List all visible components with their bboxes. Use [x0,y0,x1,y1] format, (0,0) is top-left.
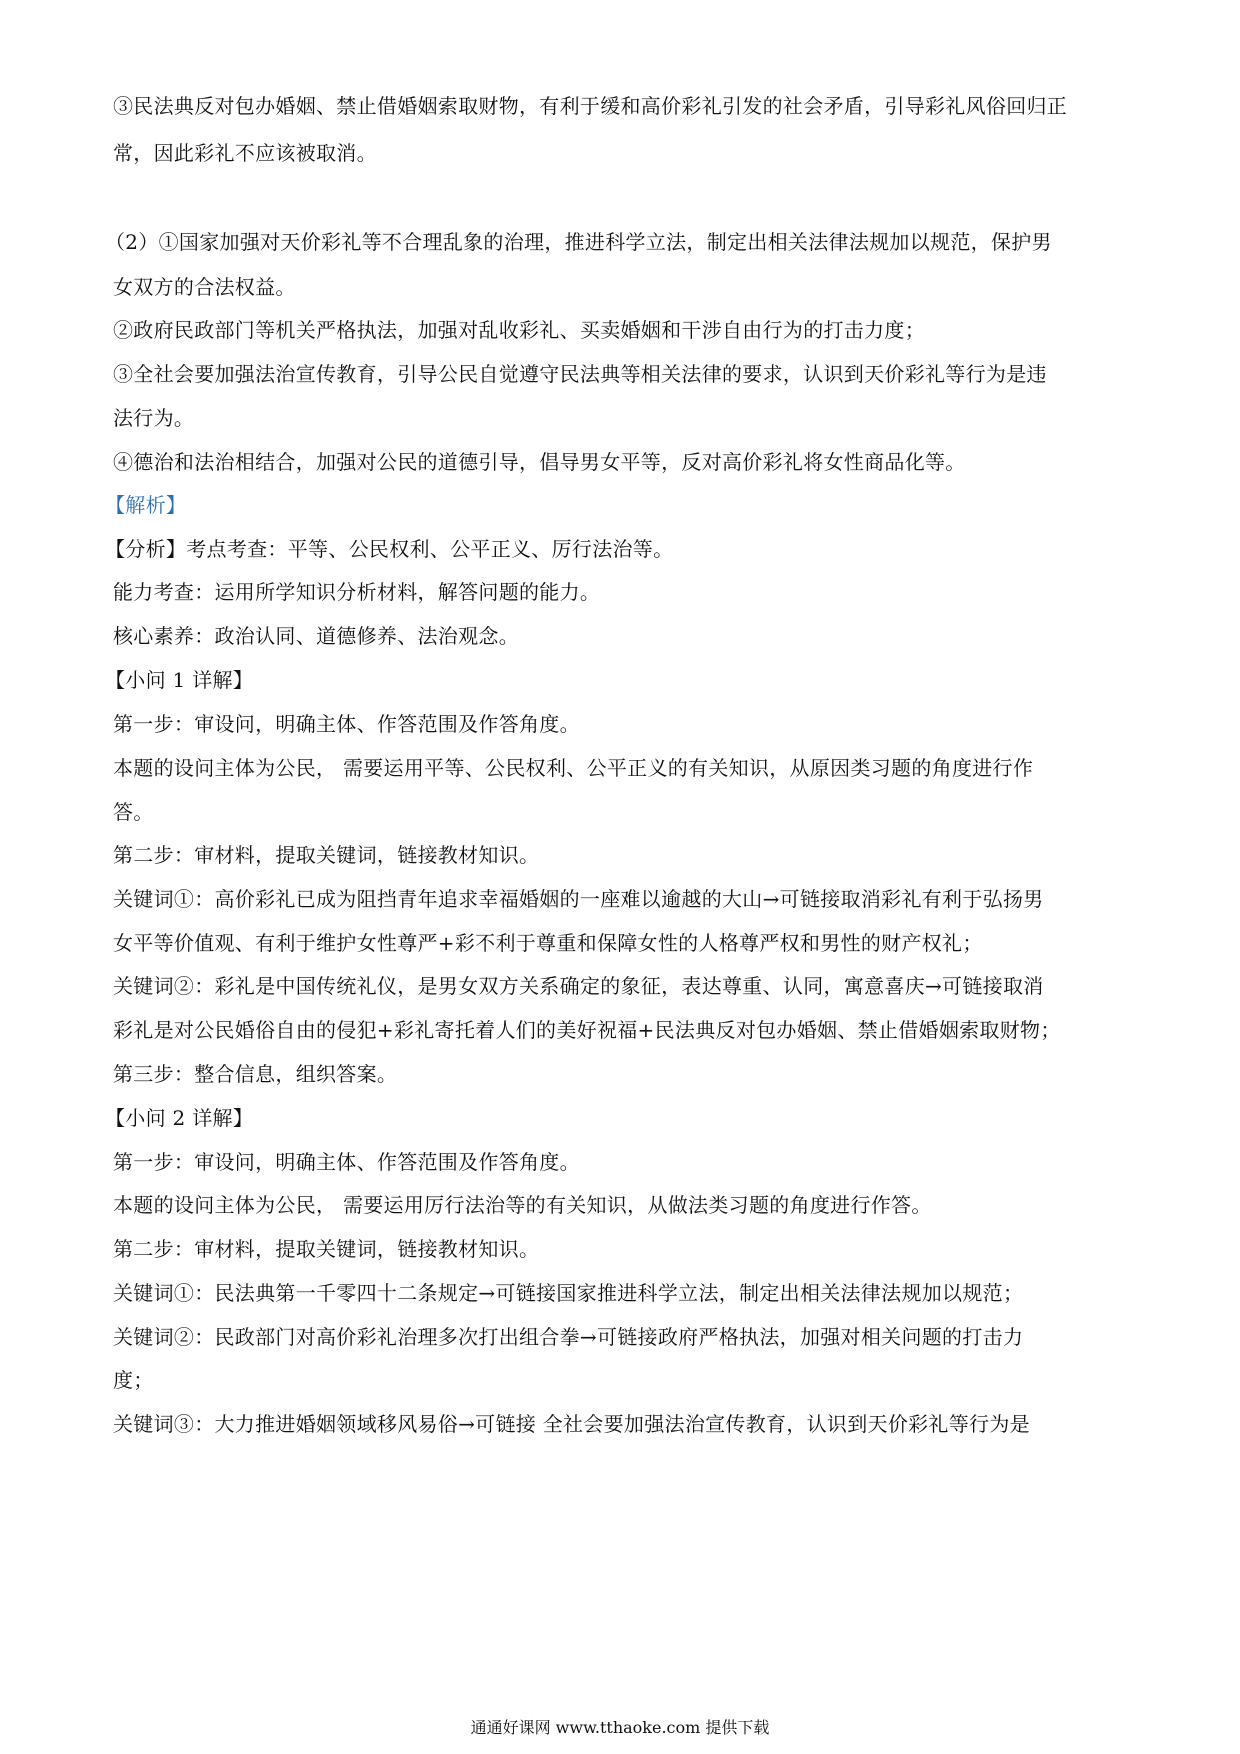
subquestion-1-keyword-1: 关键词①：高价彩礼已成为阻挡青年追求幸福婚姻的一座难以逾越的大山→可链接取消彩礼有利于弘扬男 [113,887,1044,911]
analysis-focus: 【分析】考点考查：平等、公民权利、公平正义、厉行法治等。 [105,537,674,561]
subquestion-1-step-2: 第二步：审材料，提取关键词，链接教材知识。 [113,843,540,867]
subquestion-2-step-2: 第二步：审材料，提取关键词，链接教材知识。 [113,1237,540,1261]
subquestion-2-keyword-2: 关键词②：民政部门对高价彩礼治理多次打出组合拳→可链接政府严格执法，加强对相关问题的打击力 [113,1325,1024,1349]
answer-line-2-3: ③全社会要加强法治宣传教育，引导公民自觉遵守民法典等相关法律的要求，认识到天价彩礼等行为是违 [113,362,1047,386]
subquestion-2-subject: 本题的设问主体为公民， 需要运用厉行法治等的有关知识，从做法类习题的角度进行作答。 [113,1193,932,1217]
answer-line-2-3-cont: 法行为。 [113,406,195,430]
subquestion-1-keyword-2: 关键词②：彩礼是中国传统礼仪，是男女双方关系确定的象征，表达尊重、认同，寓意喜庆→可链接取消 [113,974,1044,998]
subquestion-1-subject-cont: 答。 [113,800,154,824]
subquestion-1-step-3: 第三步：整合信息，组织答案。 [113,1062,398,1086]
footer-source: 通通好课网 www.tthaoke.com 提供下载 [470,1718,770,1737]
answer-line-2-1: （2）①国家加强对天价彩礼等不合理乱象的治理，推进科学立法，制定出相关法律法规加以规范，保护男 [105,230,1052,254]
analysis-literacy: 核心素养：政治认同、道德修养、法治观念。 [113,624,519,648]
answer-line-2-4: ④德治和法治相结合，加强对公民的道德引导，倡导男女平等，反对高价彩礼将女性商品化等。 [113,450,966,474]
subquestion-1-step-1: 第一步：审设问，明确主体、作答范围及作答角度。 [113,712,580,736]
subquestion-1-keyword-1-cont: 女平等价值观、有利于维护女性尊严+彩不利于尊重和保障女性的人格尊严权和男性的财产权礼； [113,931,983,955]
subquestion-1-heading: 【小问 1 详解】 [105,668,254,692]
subquestion-2-heading: 【小问 2 详解】 [105,1106,254,1130]
analysis-ability: 能力考查：运用所学知识分析材料，解答问题的能力。 [113,580,601,604]
subquestion-1-subject: 本题的设问主体为公民， 需要运用平等、公民权利、公平正义的有关知识，从原因类习题的角度进行作 [113,756,1034,780]
answer-line-1-3: ③民法典反对包办婚姻、禁止借婚姻索取财物，有利于缓和高价彩礼引发的社会矛盾，引导彩礼风俗回归正 [113,94,1068,118]
subquestion-2-step-1: 第一步：审设问，明确主体、作答范围及作答角度。 [113,1150,580,1174]
subquestion-2-keyword-1: 关键词①：民法典第一千零四十二条规定→可链接国家推进科学立法，制定出相关法律法规加以规范； [113,1281,1024,1305]
subquestion-2-keyword-3: 关键词③：大力推进婚姻领域移风易俗→可链接 全社会要加强法治宣传教育，认识到天价彩礼等行为是 [113,1412,1030,1436]
analysis-heading: 【解析】 [105,493,187,517]
subquestion-1-keyword-2-cont: 彩礼是对公民婚俗自由的侵犯+彩礼寄托着人们的美好祝福+民法典反对包办婚姻、禁止借婚姻索取财物； [113,1018,1061,1042]
answer-line-1-3-cont: 常，因此彩礼不应该被取消。 [113,141,377,165]
subquestion-2-keyword-2-cont: 度； [113,1368,154,1392]
answer-line-2-2: ②政府民政部门等机关严格执法，加强对乱收彩礼、买卖婚姻和干涉自由行为的打击力度； [113,318,925,342]
answer-line-2-1-cont: 女双方的合法权益。 [113,275,296,299]
